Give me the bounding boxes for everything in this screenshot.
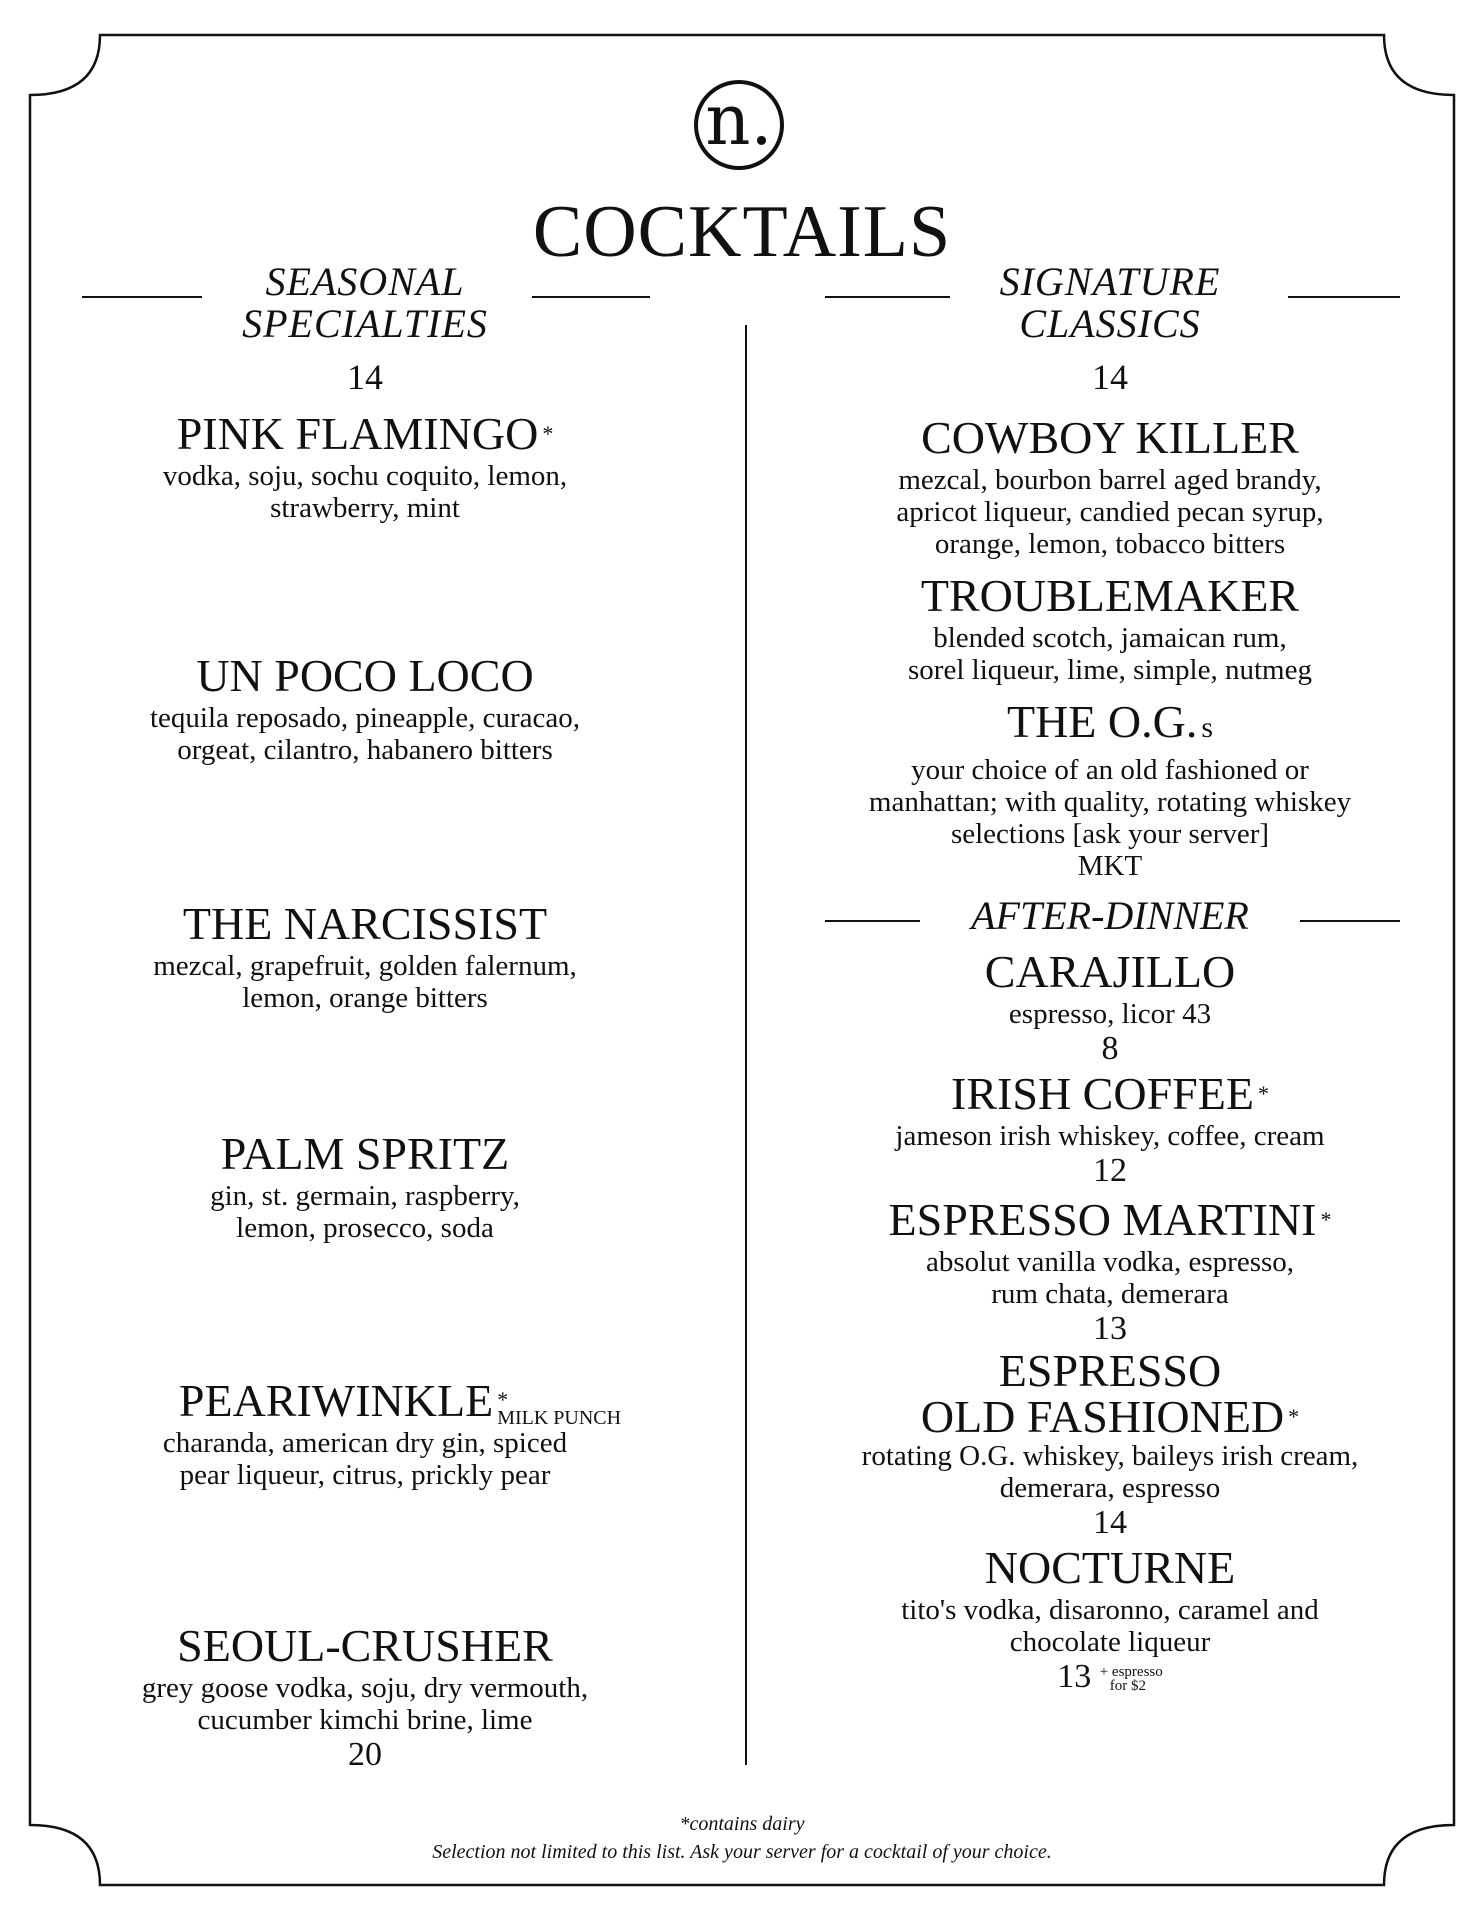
dairy-star: * <box>1320 1207 1332 1232</box>
item-price: 14 <box>1093 1504 1127 1541</box>
item-note: MILK PUNCH <box>497 1407 622 1429</box>
seasonal-specialties-column <box>80 260 650 1780</box>
item-desc-line1: charanda, american dry gin, spiced <box>162 1427 568 1459</box>
item-desc-line1: mezcal, bourbon barrel aged brandy, <box>898 464 1322 496</box>
menu-footer <box>0 1810 1484 1866</box>
item-desc-line3: selections [ask your server] <box>950 818 1270 850</box>
item-desc-line1: rotating O.G. whiskey, baileys irish cream, <box>861 1440 1359 1472</box>
item-desc-line2: apricot liqueur, candied pecan syrup, <box>896 496 1324 528</box>
item-desc-line1: tito's vodka, disaronno, caramel and <box>901 1594 1319 1626</box>
signature-classics-column <box>800 260 1420 1696</box>
section-title-line1: SEASONAL <box>265 259 465 304</box>
item-desc-line2: lemon, prosecco, soda <box>236 1212 494 1244</box>
item-desc-line2: rum chata, demerara <box>991 1278 1229 1310</box>
item-desc-line2: manhattan; with quality, rotating whiskey <box>868 786 1352 818</box>
item-desc-line1: espresso, licor 43 <box>1008 998 1212 1030</box>
item-desc-line2: sorel liqueur, lime, simple, nutmeg <box>908 654 1312 686</box>
section-price: 14 <box>1092 357 1128 397</box>
item-desc-line3: orange, lemon, tobacco bitters <box>934 528 1286 560</box>
item-name: TROUBLEMAKER <box>920 570 1300 621</box>
item-desc-line2: pear liqueur, citrus, prickly pear <box>179 1459 551 1491</box>
menu-item-the-narcissist <box>80 898 650 1014</box>
item-desc-line1: blended scotch, jamaican rum, <box>933 622 1287 654</box>
header-rule-right <box>1288 296 1400 298</box>
item-name: PALM SPRITZ <box>220 1128 510 1179</box>
column-divider <box>745 325 747 1765</box>
header-rule-left <box>82 296 202 298</box>
item-desc-line1: mezcal, grapefruit, golden falernum, <box>153 950 577 982</box>
item-name: THE NARCISSIST <box>182 898 548 949</box>
after-rule-right <box>1300 920 1400 922</box>
item-name: THE O.G. <box>1006 696 1198 747</box>
after-dinner-section-header <box>800 892 1420 946</box>
menu-item-un-poco-loco <box>80 650 650 766</box>
item-desc-line2: orgeat, cilantro, habanero bitters <box>177 734 553 766</box>
addon-note-line2: for $2 <box>1109 1678 1146 1695</box>
dairy-star: * <box>497 1387 509 1412</box>
item-price: 13 <box>1057 1658 1092 1695</box>
item-desc-line2: strawberry, mint <box>270 492 460 524</box>
menu-item-troublemaker <box>800 570 1420 686</box>
menu-item-cowboy-killer <box>800 412 1420 560</box>
item-desc-line1: absolut vanilla vodka, espresso, <box>925 1246 1295 1278</box>
addon-note-line1: + espresso <box>1099 1664 1163 1681</box>
item-name: IRISH COFFEE <box>951 1068 1254 1119</box>
item-desc-line2: lemon, orange bitters <box>242 982 488 1014</box>
dairy-star: * <box>1288 1404 1300 1429</box>
section-title-line2: CLASSICS <box>1019 301 1201 346</box>
espresso-addon-note <box>1100 1665 1163 1693</box>
menu-item-espresso-martini <box>800 1194 1420 1348</box>
item-name: UN POCO LOCO <box>196 650 534 701</box>
menu-item-seoul-crusher <box>80 1620 650 1774</box>
seasonal-section-header <box>80 260 650 350</box>
item-name-line2: OLD FASHIONED <box>920 1391 1285 1442</box>
item-desc-line2: chocolate liqueur <box>1009 1626 1211 1658</box>
item-name: SEOUL-CRUSHER <box>177 1620 553 1671</box>
footer-selection-note: Selection not limited to this list. Ask your server for a cocktail of your choice. <box>432 1841 1052 1863</box>
item-price: MKT <box>1077 850 1143 882</box>
item-desc-line1: gin, st. germain, raspberry, <box>210 1180 520 1212</box>
item-price: 13 <box>1093 1310 1127 1347</box>
item-name: PEARIWINKLE <box>178 1375 494 1426</box>
menu-item-irish-coffee <box>800 1068 1420 1190</box>
page-title: COCKTAILS <box>532 191 952 273</box>
item-desc-line1: tequila reposado, pineapple, curacao, <box>150 702 580 734</box>
item-suffix: s <box>1201 711 1214 744</box>
dairy-star: * <box>542 421 554 446</box>
item-desc-line1: your choice of an old fashioned or <box>911 754 1309 786</box>
menu-item-palm-spritz <box>80 1128 650 1244</box>
item-name: NOCTURNE <box>984 1542 1236 1593</box>
item-name: PINK FLAMINGO <box>176 408 539 459</box>
header-rule-left <box>825 296 950 298</box>
item-name: CARAJILLO <box>984 946 1236 997</box>
after-rule-left <box>825 920 920 922</box>
circle-n-logo-icon <box>694 80 784 170</box>
item-desc-line2: demerara, espresso <box>999 1472 1221 1504</box>
after-dinner-title: AFTER-DINNER <box>971 893 1249 938</box>
item-price: 12 <box>1093 1152 1127 1189</box>
item-desc-line2: cucumber kimchi brine, lime <box>197 1704 533 1736</box>
item-desc-line1: grey goose vodka, soju, dry vermouth, <box>141 1672 589 1704</box>
item-desc-line1: vodka, soju, sochu coquito, lemon, <box>162 460 568 492</box>
section-title-line2: SPECIALTIES <box>242 301 488 346</box>
section-title-line1: SIGNATURE <box>999 259 1221 304</box>
menu-item-carajillo <box>800 946 1420 1068</box>
item-price: 8 <box>1101 1030 1119 1067</box>
item-name: ESPRESSO MARTINI <box>888 1194 1317 1245</box>
section-price: 14 <box>347 357 383 397</box>
menu-item-pink-flamingo <box>80 408 650 524</box>
dairy-star: * <box>1257 1081 1269 1106</box>
signature-section-header <box>800 260 1420 350</box>
header-rule-right <box>532 296 650 298</box>
item-price: 20 <box>348 1736 382 1773</box>
logo-letter: n. <box>705 79 773 161</box>
footer-dairy-note: *contains dairy <box>679 1813 805 1835</box>
menu-item-the-og <box>800 696 1420 882</box>
menu-item-nocturne <box>800 1542 1420 1696</box>
menu-item-peariwinkle <box>80 1375 650 1491</box>
item-desc-line1: jameson irish whiskey, coffee, cream <box>895 1120 1325 1152</box>
item-name-line1: ESPRESSO <box>998 1345 1222 1396</box>
menu-item-espresso-old-fashioned <box>800 1345 1420 1542</box>
item-name: COWBOY KILLER <box>921 412 1299 463</box>
